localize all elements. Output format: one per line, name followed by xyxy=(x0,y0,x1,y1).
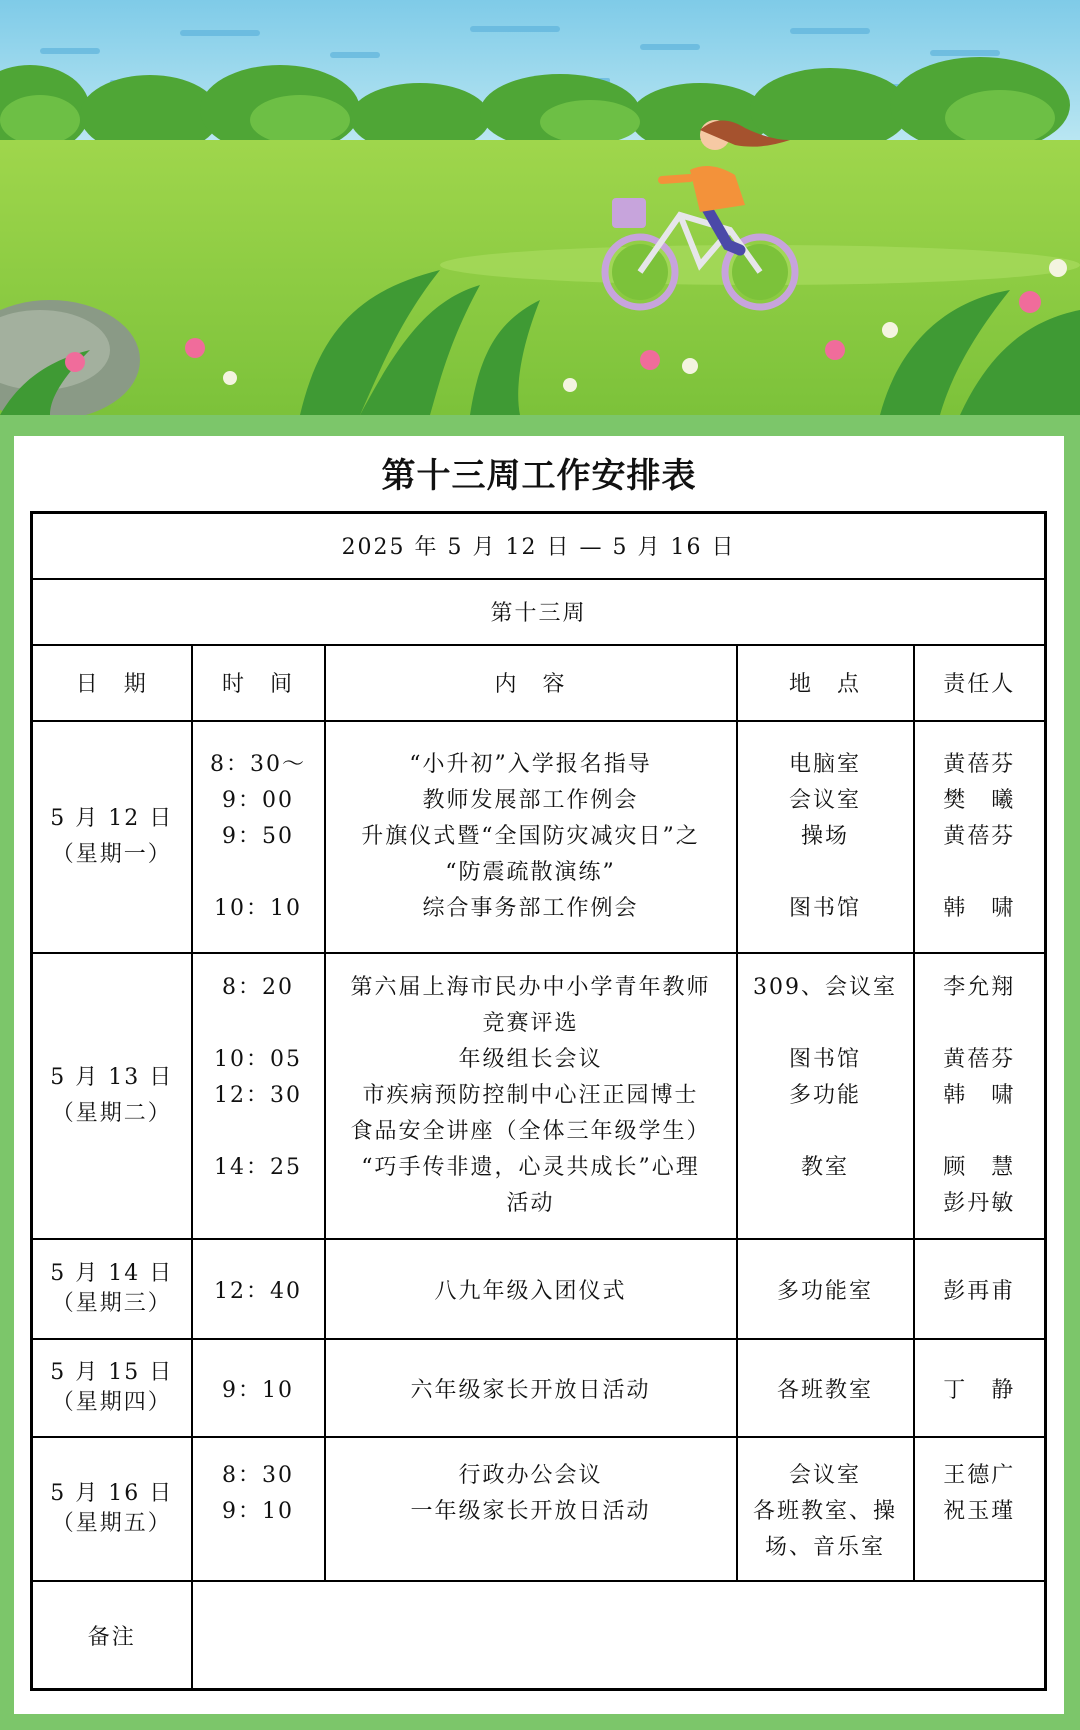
content-text: 活动 xyxy=(506,1190,555,1216)
date-cell xyxy=(32,1437,192,1581)
person-text: 黄蓓芬 xyxy=(943,751,1016,777)
place-text: 操场 xyxy=(800,823,849,849)
person-text: 韩 啸 xyxy=(943,895,1016,921)
time-cell xyxy=(192,721,325,953)
place-cell xyxy=(737,721,914,953)
date-range-row xyxy=(32,513,1046,579)
remark-label: 备注 xyxy=(32,1581,192,1689)
weekday-text: （星期五） xyxy=(51,1511,172,1537)
place-text xyxy=(738,1006,913,1042)
person-text: 樊 曦 xyxy=(943,787,1016,813)
table-row xyxy=(32,1339,1046,1437)
place-text: 电脑室 xyxy=(788,751,861,777)
date-text: 5 月 14 日 xyxy=(50,1261,174,1287)
remark-value xyxy=(192,1581,1046,1689)
person-cell xyxy=(914,721,1046,953)
person-text: 顾 慧 xyxy=(943,1154,1016,1180)
content-text: 升旗仪式暨“全国防灾减灾日”之 xyxy=(361,823,700,849)
time-text: 12：30 xyxy=(214,1082,302,1108)
date-cell xyxy=(32,1239,192,1339)
time-text xyxy=(193,855,324,891)
person-text xyxy=(915,1006,1045,1042)
content-text: 市疾病预防控制中心汪正园博士 xyxy=(362,1082,699,1108)
table-row xyxy=(32,721,1046,953)
time-text: 8：20 xyxy=(222,974,294,1000)
place-text xyxy=(738,1186,913,1222)
date-text: 5 月 12 日 xyxy=(50,805,174,831)
person-text: 李允翔 xyxy=(943,974,1016,1000)
place-text: 多功能 xyxy=(788,1082,861,1108)
time-text: 10：10 xyxy=(214,895,302,921)
content-text: 竞赛评选 xyxy=(482,1010,579,1036)
content-cell xyxy=(325,1437,737,1581)
place-cell: 各班教室 xyxy=(737,1339,914,1437)
time-text: 9：10 xyxy=(222,1499,294,1525)
week-label: 第十三周 xyxy=(32,579,1046,645)
time-text: 8：30 xyxy=(222,1463,294,1489)
week-row xyxy=(32,579,1046,645)
table-row xyxy=(32,953,1046,1239)
time-text: 10：05 xyxy=(214,1046,302,1072)
remark-row xyxy=(32,1581,1046,1689)
content-text: 综合事务部工作例会 xyxy=(422,895,639,921)
date-cell xyxy=(32,953,192,1239)
content-cell: 八九年级入团仪式 xyxy=(325,1239,737,1339)
content-text: “防震疏散演练” xyxy=(445,859,616,885)
time-cell: 12：40 xyxy=(192,1239,325,1339)
person-text xyxy=(915,855,1045,891)
place-text: 教室 xyxy=(800,1154,849,1180)
header-place: 地 点 xyxy=(737,645,914,721)
person-text: 彭丹敏 xyxy=(943,1190,1016,1216)
date-range: 2025 年 5 月 12 日 — 5 月 16 日 xyxy=(32,513,1046,579)
content-text: 一年级家长开放日活动 xyxy=(410,1499,651,1525)
time-cell: 9：10 xyxy=(192,1339,325,1437)
date-cell xyxy=(32,1339,192,1437)
place-text: 会议室 xyxy=(788,787,861,813)
header-content: 内 容 xyxy=(325,645,737,721)
schedule-table xyxy=(30,511,1047,1691)
place-text: 会议室 xyxy=(788,1463,861,1489)
person-cell xyxy=(914,1437,1046,1581)
person-text: 王德广 xyxy=(943,1463,1016,1489)
weekday-text: （星期三） xyxy=(51,1291,172,1317)
content-text: 教师发展部工作例会 xyxy=(422,787,639,813)
place-cell: 多功能室 xyxy=(737,1239,914,1339)
header-date: 日 期 xyxy=(32,645,192,721)
spring-cycling-illustration xyxy=(0,0,1080,415)
person-cell: 彭再甫 xyxy=(914,1239,1046,1339)
content-text: “巧手传非遗，心灵共成长”心理 xyxy=(361,1154,700,1180)
person-text: 黄蓓芬 xyxy=(943,823,1016,849)
page-title: 第十三周工作安排表 xyxy=(381,456,697,496)
header-time: 时 间 xyxy=(192,645,325,721)
time-text: 9：50 xyxy=(222,823,294,849)
weekday-text: （星期一） xyxy=(51,841,172,867)
content-text: “小升初”入学报名指导 xyxy=(409,751,652,777)
place-text: 场、音乐室 xyxy=(764,1535,885,1561)
person-text xyxy=(915,1114,1045,1150)
header-person: 责任人 xyxy=(914,645,1046,721)
content-text: 第六届上海市民办中小学青年教师 xyxy=(350,974,711,1000)
place-text xyxy=(738,1114,913,1150)
header-illustration xyxy=(0,0,1080,415)
content-text: 食品安全讲座（全体三年级学生） xyxy=(350,1118,711,1144)
content-text: 年级组长会议 xyxy=(458,1046,603,1072)
content-text: 行政办公会议 xyxy=(458,1463,603,1489)
place-text xyxy=(738,855,913,891)
person-cell xyxy=(914,953,1046,1239)
content-cell xyxy=(325,721,737,953)
place-text: 各班教室、操 xyxy=(752,1499,897,1525)
time-text xyxy=(193,1114,324,1150)
content-cell: 六年级家长开放日活动 xyxy=(325,1339,737,1437)
person-cell: 丁 静 xyxy=(914,1339,1046,1437)
time-text: 8：30～ xyxy=(210,751,306,777)
person-text: 祝玉瑾 xyxy=(943,1499,1016,1525)
schedule-sheet xyxy=(14,436,1064,1714)
date-text: 5 月 13 日 xyxy=(50,1064,174,1090)
time-text: 14：25 xyxy=(214,1154,302,1180)
time-text xyxy=(193,1006,324,1042)
place-text: 309、会议室 xyxy=(753,974,897,1000)
date-text: 5 月 15 日 xyxy=(50,1360,174,1386)
time-cell xyxy=(192,953,325,1239)
place-cell xyxy=(737,1437,914,1581)
place-text: 图书馆 xyxy=(788,1046,861,1072)
place-cell xyxy=(737,953,914,1239)
table-row xyxy=(32,1239,1046,1339)
content-cell xyxy=(325,953,737,1239)
place-text: 图书馆 xyxy=(788,895,861,921)
weekday-text: （星期四） xyxy=(51,1390,172,1416)
table-row xyxy=(32,1437,1046,1581)
weekday-text: （星期二） xyxy=(51,1100,172,1126)
time-text: 9：00 xyxy=(222,787,294,813)
header-row xyxy=(32,645,1046,721)
date-text: 5 月 16 日 xyxy=(50,1481,174,1507)
date-cell xyxy=(32,721,192,953)
time-text xyxy=(193,1186,324,1222)
person-text: 韩 啸 xyxy=(943,1082,1016,1108)
time-cell xyxy=(192,1437,325,1581)
person-text: 黄蓓芬 xyxy=(943,1046,1016,1072)
